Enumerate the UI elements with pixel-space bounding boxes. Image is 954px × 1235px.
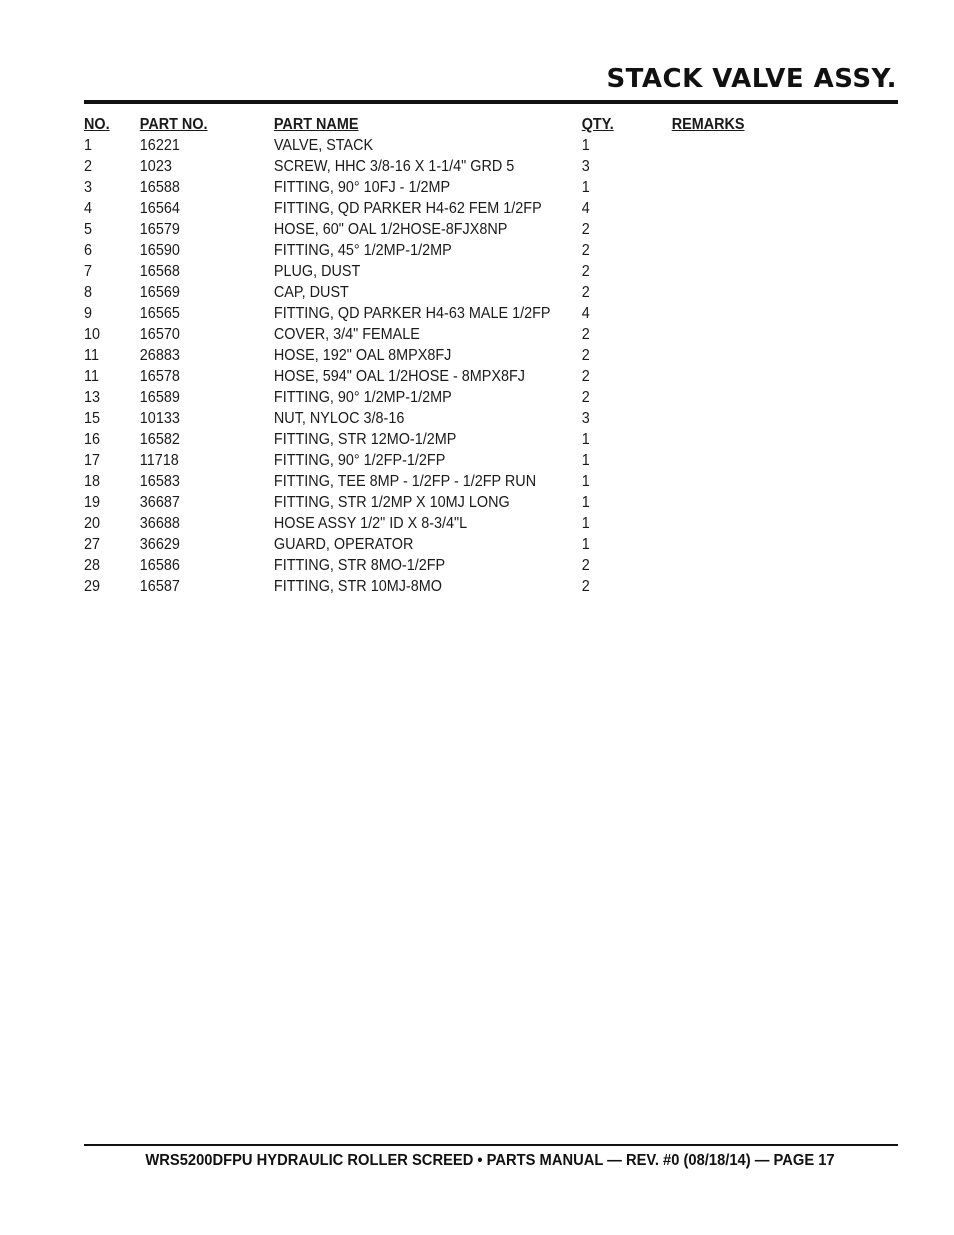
table-row (84, 575, 762, 596)
cell-part-name: NUT, NYLOC 3/8-16 (273, 410, 405, 427)
cell-qty: 1 (581, 494, 590, 511)
cell-part-no: 16565 (139, 305, 180, 322)
table-row (84, 386, 762, 407)
cell-part-name: FITTING, 90° 1/2FP-1/2FP (273, 452, 446, 469)
cell-part-name: FITTING, 90° 1/2MP-1/2MP (273, 389, 452, 406)
cell-remarks (672, 512, 762, 533)
cell-qty: 1 (581, 452, 590, 469)
table-row (84, 449, 762, 470)
table-row (84, 281, 762, 302)
cell-part-name: FITTING, TEE 8MP - 1/2FP - 1/2FP RUN (273, 473, 537, 490)
cell-part-name: HOSE ASSY 1/2" ID X 8-3/4"L (273, 515, 468, 532)
cell-part-no: 11718 (139, 452, 179, 469)
cell-remarks (672, 197, 762, 218)
cell-part-no: 16221 (139, 137, 180, 154)
cell-part-no: 1023 (139, 158, 172, 175)
page-title: STACK VALVE ASSY. (606, 64, 897, 94)
table-header-row (84, 113, 762, 134)
cell-no: 2 (84, 158, 93, 175)
cell-part-name: FITTING, QD PARKER H4-63 MALE 1/2FP (273, 305, 551, 322)
cell-qty: 1 (581, 137, 590, 154)
cell-part-no: 36688 (139, 515, 180, 532)
cell-part-name: FITTING, 45° 1/2MP-1/2MP (273, 242, 452, 259)
cell-part-name: FITTING, STR 12MO-1/2MP (273, 431, 457, 448)
cell-qty: 2 (581, 284, 590, 301)
table-row (84, 134, 762, 155)
cell-part-name: GUARD, OPERATOR (273, 536, 414, 553)
cell-no: 3 (84, 179, 93, 196)
cell-qty: 2 (581, 578, 590, 595)
cell-part-no: 36687 (139, 494, 180, 511)
cell-no: 28 (84, 557, 101, 574)
cell-qty: 2 (581, 368, 590, 385)
parts-table-body (84, 134, 762, 596)
cell-remarks (672, 344, 762, 365)
cell-no: 5 (84, 221, 93, 238)
cell-no: 10 (84, 326, 101, 343)
cell-remarks (672, 239, 762, 260)
cell-part-name: FITTING, 90° 10FJ - 1/2MP (273, 179, 451, 196)
cell-no: 17 (84, 452, 101, 469)
cell-remarks (672, 491, 762, 512)
cell-no: 20 (84, 515, 101, 532)
cell-no: 7 (84, 263, 93, 280)
cell-qty: 1 (581, 536, 590, 553)
cell-part-no: 16582 (139, 431, 180, 448)
cell-part-no: 16587 (139, 578, 180, 595)
cell-part-name: HOSE, 60" OAL 1/2HOSE-8FJX8NP (273, 221, 508, 238)
cell-no: 9 (84, 305, 93, 322)
cell-remarks (672, 302, 762, 323)
cell-part-no: 10133 (139, 410, 180, 427)
cell-no: 4 (84, 200, 93, 217)
column-header-remarks: REMARKS (671, 116, 745, 133)
cell-no: 6 (84, 242, 93, 259)
cell-remarks (672, 428, 762, 449)
cell-part-name: FITTING, QD PARKER H4-62 FEM 1/2FP (273, 200, 542, 217)
cell-qty: 2 (581, 389, 590, 406)
table-row (84, 197, 762, 218)
cell-no: 8 (84, 284, 93, 301)
cell-remarks (672, 470, 762, 491)
cell-qty: 1 (581, 473, 590, 490)
cell-no: 15 (84, 410, 101, 427)
cell-no: 27 (84, 536, 101, 553)
table-row (84, 155, 762, 176)
cell-no: 29 (84, 578, 101, 595)
cell-remarks (672, 407, 762, 428)
table-row (84, 239, 762, 260)
table-row (84, 302, 762, 323)
cell-part-name: CAP, DUST (273, 284, 349, 301)
cell-part-name: VALVE, STACK (273, 137, 374, 154)
cell-qty: 2 (581, 347, 590, 364)
cell-no: 13 (84, 389, 101, 406)
table-row (84, 407, 762, 428)
header-divider (84, 100, 898, 104)
table-row (84, 365, 762, 386)
cell-remarks (672, 134, 762, 155)
cell-qty: 1 (581, 179, 590, 196)
cell-no: 11 (84, 347, 99, 364)
cell-part-name: PLUG, DUST (273, 263, 361, 280)
cell-part-no: 16570 (139, 326, 180, 343)
column-header-part-name: PART NAME (273, 116, 359, 133)
table-row (84, 344, 762, 365)
cell-part-no: 16583 (139, 473, 180, 490)
cell-part-no: 36629 (139, 536, 180, 553)
cell-remarks (672, 281, 762, 302)
cell-qty: 2 (581, 242, 590, 259)
cell-qty: 4 (581, 305, 590, 322)
cell-no: 11 (84, 368, 99, 385)
cell-part-no: 16568 (139, 263, 180, 280)
cell-part-name: HOSE, 594" OAL 1/2HOSE - 8MPX8FJ (273, 368, 525, 385)
cell-no: 18 (84, 473, 101, 490)
cell-part-no: 16590 (139, 242, 180, 259)
column-header-qty: QTY. (581, 116, 614, 133)
cell-part-no: 16564 (139, 200, 180, 217)
cell-remarks (672, 323, 762, 344)
cell-part-no: 16586 (139, 557, 180, 574)
table-row (84, 176, 762, 197)
cell-part-no: 16589 (139, 389, 180, 406)
footer-divider (84, 1144, 898, 1146)
cell-no: 1 (84, 137, 93, 154)
table-row (84, 512, 762, 533)
cell-part-name: COVER, 3/4" FEMALE (273, 326, 420, 343)
cell-remarks (672, 449, 762, 470)
cell-remarks (672, 386, 762, 407)
column-header-part-no: PART NO. (139, 116, 208, 133)
table-row (84, 470, 762, 491)
cell-qty: 2 (581, 263, 590, 280)
cell-remarks (672, 260, 762, 281)
cell-part-no: 16569 (139, 284, 180, 301)
cell-part-no: 26883 (139, 347, 180, 364)
table-row (84, 428, 762, 449)
cell-qty: 3 (581, 410, 590, 427)
cell-remarks (672, 365, 762, 386)
table-row (84, 533, 762, 554)
cell-no: 16 (84, 431, 101, 448)
cell-part-name: FITTING, STR 1/2MP X 10MJ LONG (273, 494, 510, 511)
cell-qty: 2 (581, 557, 590, 574)
cell-remarks (672, 155, 762, 176)
cell-remarks (672, 533, 762, 554)
parts-table (84, 113, 762, 596)
cell-part-name: FITTING, STR 10MJ-8MO (273, 578, 442, 595)
cell-remarks (672, 575, 762, 596)
table-row (84, 260, 762, 281)
cell-remarks (672, 176, 762, 197)
cell-part-name: SCREW, HHC 3/8-16 X 1-1/4" GRD 5 (273, 158, 515, 175)
cell-qty: 1 (581, 431, 590, 448)
column-header-no: NO. (84, 116, 110, 133)
cell-qty: 2 (581, 326, 590, 343)
cell-qty: 2 (581, 221, 590, 238)
table-row (84, 554, 762, 575)
cell-qty: 1 (581, 515, 590, 532)
cell-part-no: 16578 (139, 368, 180, 385)
table-row (84, 491, 762, 512)
cell-part-no: 16588 (139, 179, 180, 196)
cell-no: 19 (84, 494, 101, 511)
cell-remarks (672, 554, 762, 575)
cell-qty: 3 (581, 158, 590, 175)
cell-part-name: FITTING, STR 8MO-1/2FP (273, 557, 446, 574)
cell-part-name: HOSE, 192" OAL 8MPX8FJ (273, 347, 452, 364)
cell-qty: 4 (581, 200, 590, 217)
cell-part-no: 16579 (139, 221, 180, 238)
page-footer: WRS5200DFPU HYDRAULIC ROLLER SCREED • PARTS MANUAL — REV. #0 (08/18/14) — PAGE 17 (145, 1152, 835, 1169)
table-row (84, 218, 762, 239)
cell-remarks (672, 218, 762, 239)
table-row (84, 323, 762, 344)
